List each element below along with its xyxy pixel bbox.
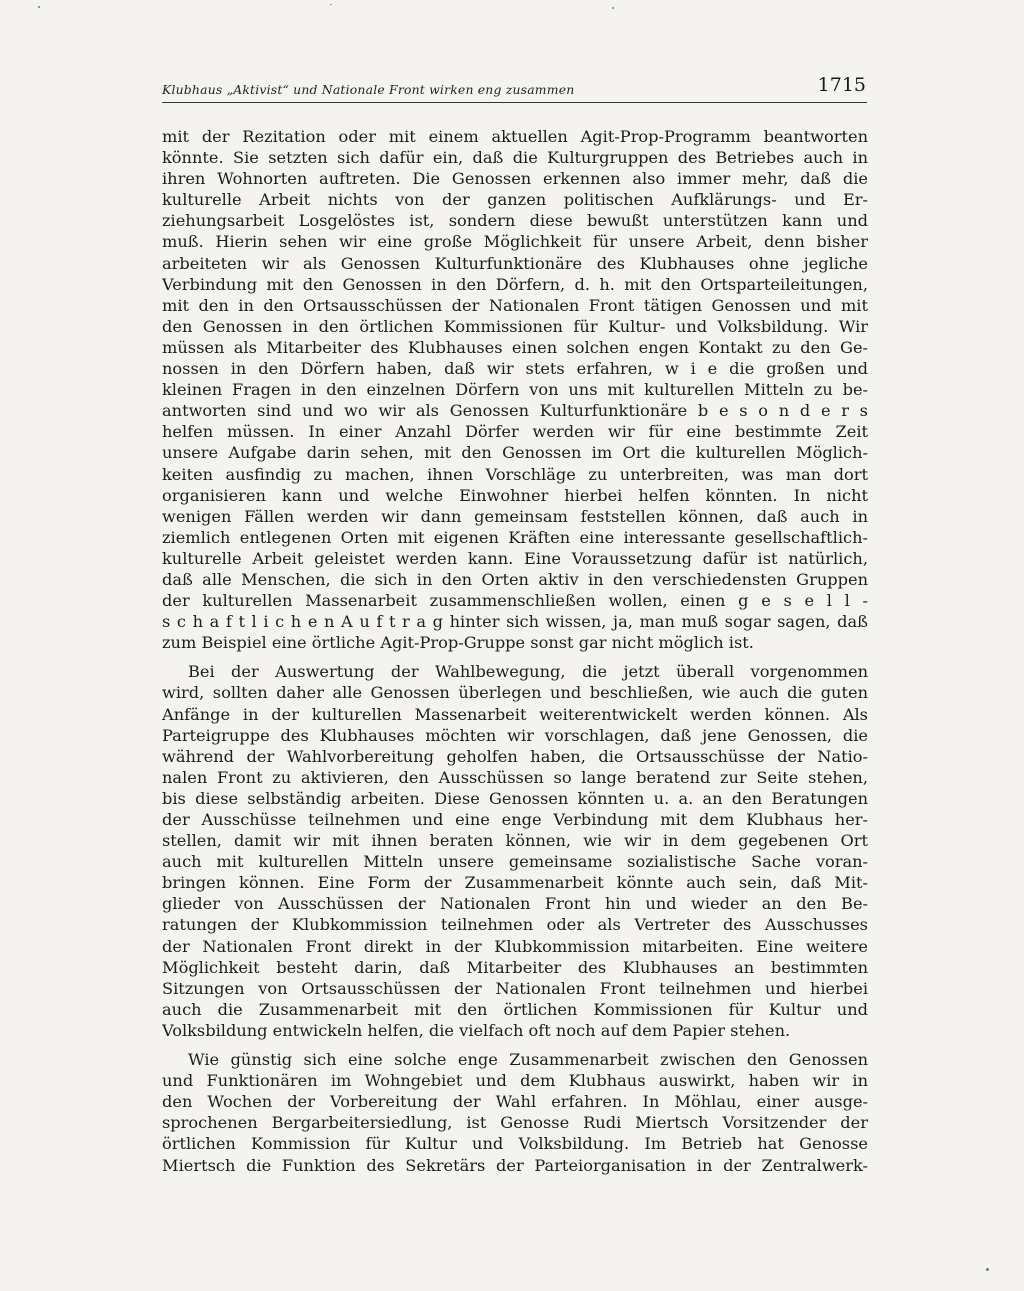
text-line: antworten sind und wo wir als Genossen Kulturfunktionäre b e s o n d e r s bbox=[162, 401, 868, 421]
text-line: ihren Wohnorten auftreten. Die Genossen erkennen also immer mehr, daß die bbox=[162, 169, 868, 189]
scan-speck bbox=[330, 4, 332, 5]
text-line: den Genossen in den örtlichen Kommissionen für Kultur- und Volksbildung. Wir bbox=[162, 316, 868, 336]
text-line: sprochenen Bergarbeitersiedlung, ist Genosse Rudi Miertsch Vorsitzender der bbox=[162, 1113, 868, 1133]
text-line: örtlichen Kommission für Kultur und Volksbildung. Im Betrieb hat Genosse bbox=[162, 1134, 868, 1154]
text-line: bringen können. Eine Form der Zusammenarbeit könnte auch sein, daß Mit- bbox=[162, 873, 868, 893]
text-line: mit der Rezitation oder mit einem aktuellen Agit-Prop-Programm beantworten bbox=[162, 127, 868, 146]
text-line: der kulturellen Massenarbeit zusammenschließen wollen, einen g e s e l l - bbox=[162, 591, 868, 611]
page-header bbox=[162, 74, 868, 100]
text-line: arbeiteten wir als Genossen Kulturfunktionäre des Klubhauses ohne jegliche bbox=[162, 253, 868, 273]
text-line: nalen Front zu aktivieren, den Ausschüssen so lange beratend zur Seite stehen, bbox=[162, 767, 868, 787]
running-title: Klubhaus „Aktivist“ und Nationale Front wirken eng zusammen bbox=[162, 82, 575, 97]
scan-speck bbox=[38, 6, 40, 8]
text-line: Möglichkeit besteht darin, daß Mitarbeiter des Klubhauses an bestimmten bbox=[162, 957, 868, 977]
header-rule bbox=[162, 102, 867, 103]
text-line: Bei der Auswertung der Wahlbewegung, die jetzt überall vorgenommen bbox=[188, 662, 868, 682]
text-line: der Nationalen Front direkt in der Klubkommission mitarbeiten. Eine weitere bbox=[162, 936, 868, 956]
text-line: Verbindung mit den Genossen in den Dörfern, d. h. mit den Ortsparteileitungen, bbox=[162, 274, 868, 294]
scan-speck bbox=[986, 1268, 989, 1271]
text-line: Volksbildung entwickeln helfen, die vielfach oft noch auf dem Papier stehen. bbox=[162, 1020, 791, 1040]
text-line: müssen als Mitarbeiter des Klubhauses einen solchen engen Kontakt zu den Ge- bbox=[162, 337, 868, 357]
text-line: zum Beispiel eine örtliche Agit-Prop-Gruppe sonst gar nicht möglich ist. bbox=[162, 633, 754, 653]
page-number: 1715 bbox=[817, 74, 866, 96]
text-line: stellen, damit wir mit ihnen beraten können, wie wir in dem gegebenen Ort bbox=[162, 831, 868, 851]
text-line: daß alle Menschen, die sich in den Orten aktiv in den verschiedensten Gruppen bbox=[162, 569, 868, 589]
text-line: nossen in den Dörfern haben, daß wir stets erfahren, w i e die großen und bbox=[162, 359, 868, 379]
body-text bbox=[162, 126, 868, 1176]
text-line: Anfänge in der kulturellen Massenarbeit weiterentwickelt werden können. Als bbox=[162, 704, 868, 724]
text-line: der Ausschüsse teilnehmen und eine enge Verbindung mit dem Klubhaus her- bbox=[162, 810, 868, 829]
text-line: bis diese selbständig arbeiten. Diese Genossen könnten u. a. an den Beratungen bbox=[162, 788, 868, 808]
paragraph bbox=[162, 661, 868, 1041]
text-line: keiten ausfindig zu machen, ihnen Vorschläge zu unterbreiten, was man dort bbox=[162, 464, 868, 484]
text-line: Wie günstig sich eine solche enge Zusammenarbeit zwischen den Genossen bbox=[188, 1050, 868, 1070]
paragraph bbox=[162, 1049, 868, 1176]
text-line: auch mit kulturellen Mitteln unsere gemeinsame sozialistische Sache voran- bbox=[162, 852, 868, 872]
paragraph-gap bbox=[162, 1041, 868, 1049]
text-line: kleinen Fragen in den einzelnen Dörfern von uns mit kulturellen Mitteln zu be- bbox=[162, 380, 868, 400]
text-line: organisieren kann und welche Einwohner hierbei helfen könnten. In nicht bbox=[162, 485, 868, 505]
text-line: und Funktionären im Wohngebiet und dem Klubhaus auswirkt, haben wir in bbox=[162, 1071, 868, 1091]
text-line: unsere Aufgabe darin sehen, mit den Genossen im Ort die kulturellen Möglich- bbox=[162, 443, 868, 463]
text-line: mit den in den Ortsausschüssen der Nationalen Front tätigen Genossen und mit bbox=[162, 295, 868, 315]
text-line: muß. Hierin sehen wir eine große Möglichkeit für unsere Arbeit, denn bisher bbox=[162, 232, 868, 252]
text-line: auch die Zusammenarbeit mit den örtlichen Kommissionen für Kultur und bbox=[162, 999, 868, 1019]
text-line: kulturelle Arbeit geleistet werden kann. Eine Voraussetzung dafür ist natürlich, bbox=[162, 548, 868, 568]
text-line: wenigen Fällen werden wir dann gemeinsam feststellen können, daß auch in bbox=[162, 506, 868, 526]
text-line: s c h a f t l i c h e n A u f t r a g hinter sich wissen, ja, man muß sogar sagen, daß bbox=[162, 612, 868, 632]
text-line: ratungen der Klubkommission teilnehmen oder als Vertreter des Ausschusses bbox=[162, 915, 868, 935]
text-line: den Wochen der Vorbereitung der Wahl erfahren. In Möhlau, einer ausge- bbox=[162, 1092, 868, 1112]
text-line: helfen müssen. In einer Anzahl Dörfer werden wir für eine bestimmte Zeit bbox=[162, 422, 868, 442]
text-line: während der Wahlvorbereitung geholfen haben, die Ortsausschüsse der Natio- bbox=[162, 746, 868, 766]
paragraph-gap bbox=[162, 653, 868, 661]
text-line: kulturelle Arbeit nichts von der ganzen politischen Aufklärungs- und Er- bbox=[162, 190, 868, 210]
text-line: ziehungsarbeit Losgelöstes ist, sondern diese bewußt unterstützen kann und bbox=[162, 211, 868, 231]
paragraph bbox=[162, 126, 868, 653]
text-line: könnte. Sie setzten sich dafür ein, daß die Kulturgruppen des Betriebes auch in bbox=[162, 148, 868, 168]
scan-speck bbox=[612, 7, 614, 9]
text-line: Miertsch die Funktion des Sekretärs der Parteiorganisation in der Zentralwerk- bbox=[162, 1155, 868, 1175]
text-line: wird, sollten daher alle Genossen überlegen und beschließen, wie auch die guten bbox=[162, 683, 868, 703]
text-line: Parteigruppe des Klubhauses möchten wir vorschlagen, daß jene Genossen, die bbox=[162, 725, 868, 745]
text-line: Sitzungen von Ortsausschüssen der Nationalen Front teilnehmen und hierbei bbox=[162, 978, 868, 998]
text-line: glieder von Ausschüssen der Nationalen Front hin und wieder an den Be- bbox=[162, 894, 868, 914]
text-line: ziemlich entlegenen Orten mit eigenen Kräften eine interessante gesellschaftlich- bbox=[162, 527, 868, 547]
